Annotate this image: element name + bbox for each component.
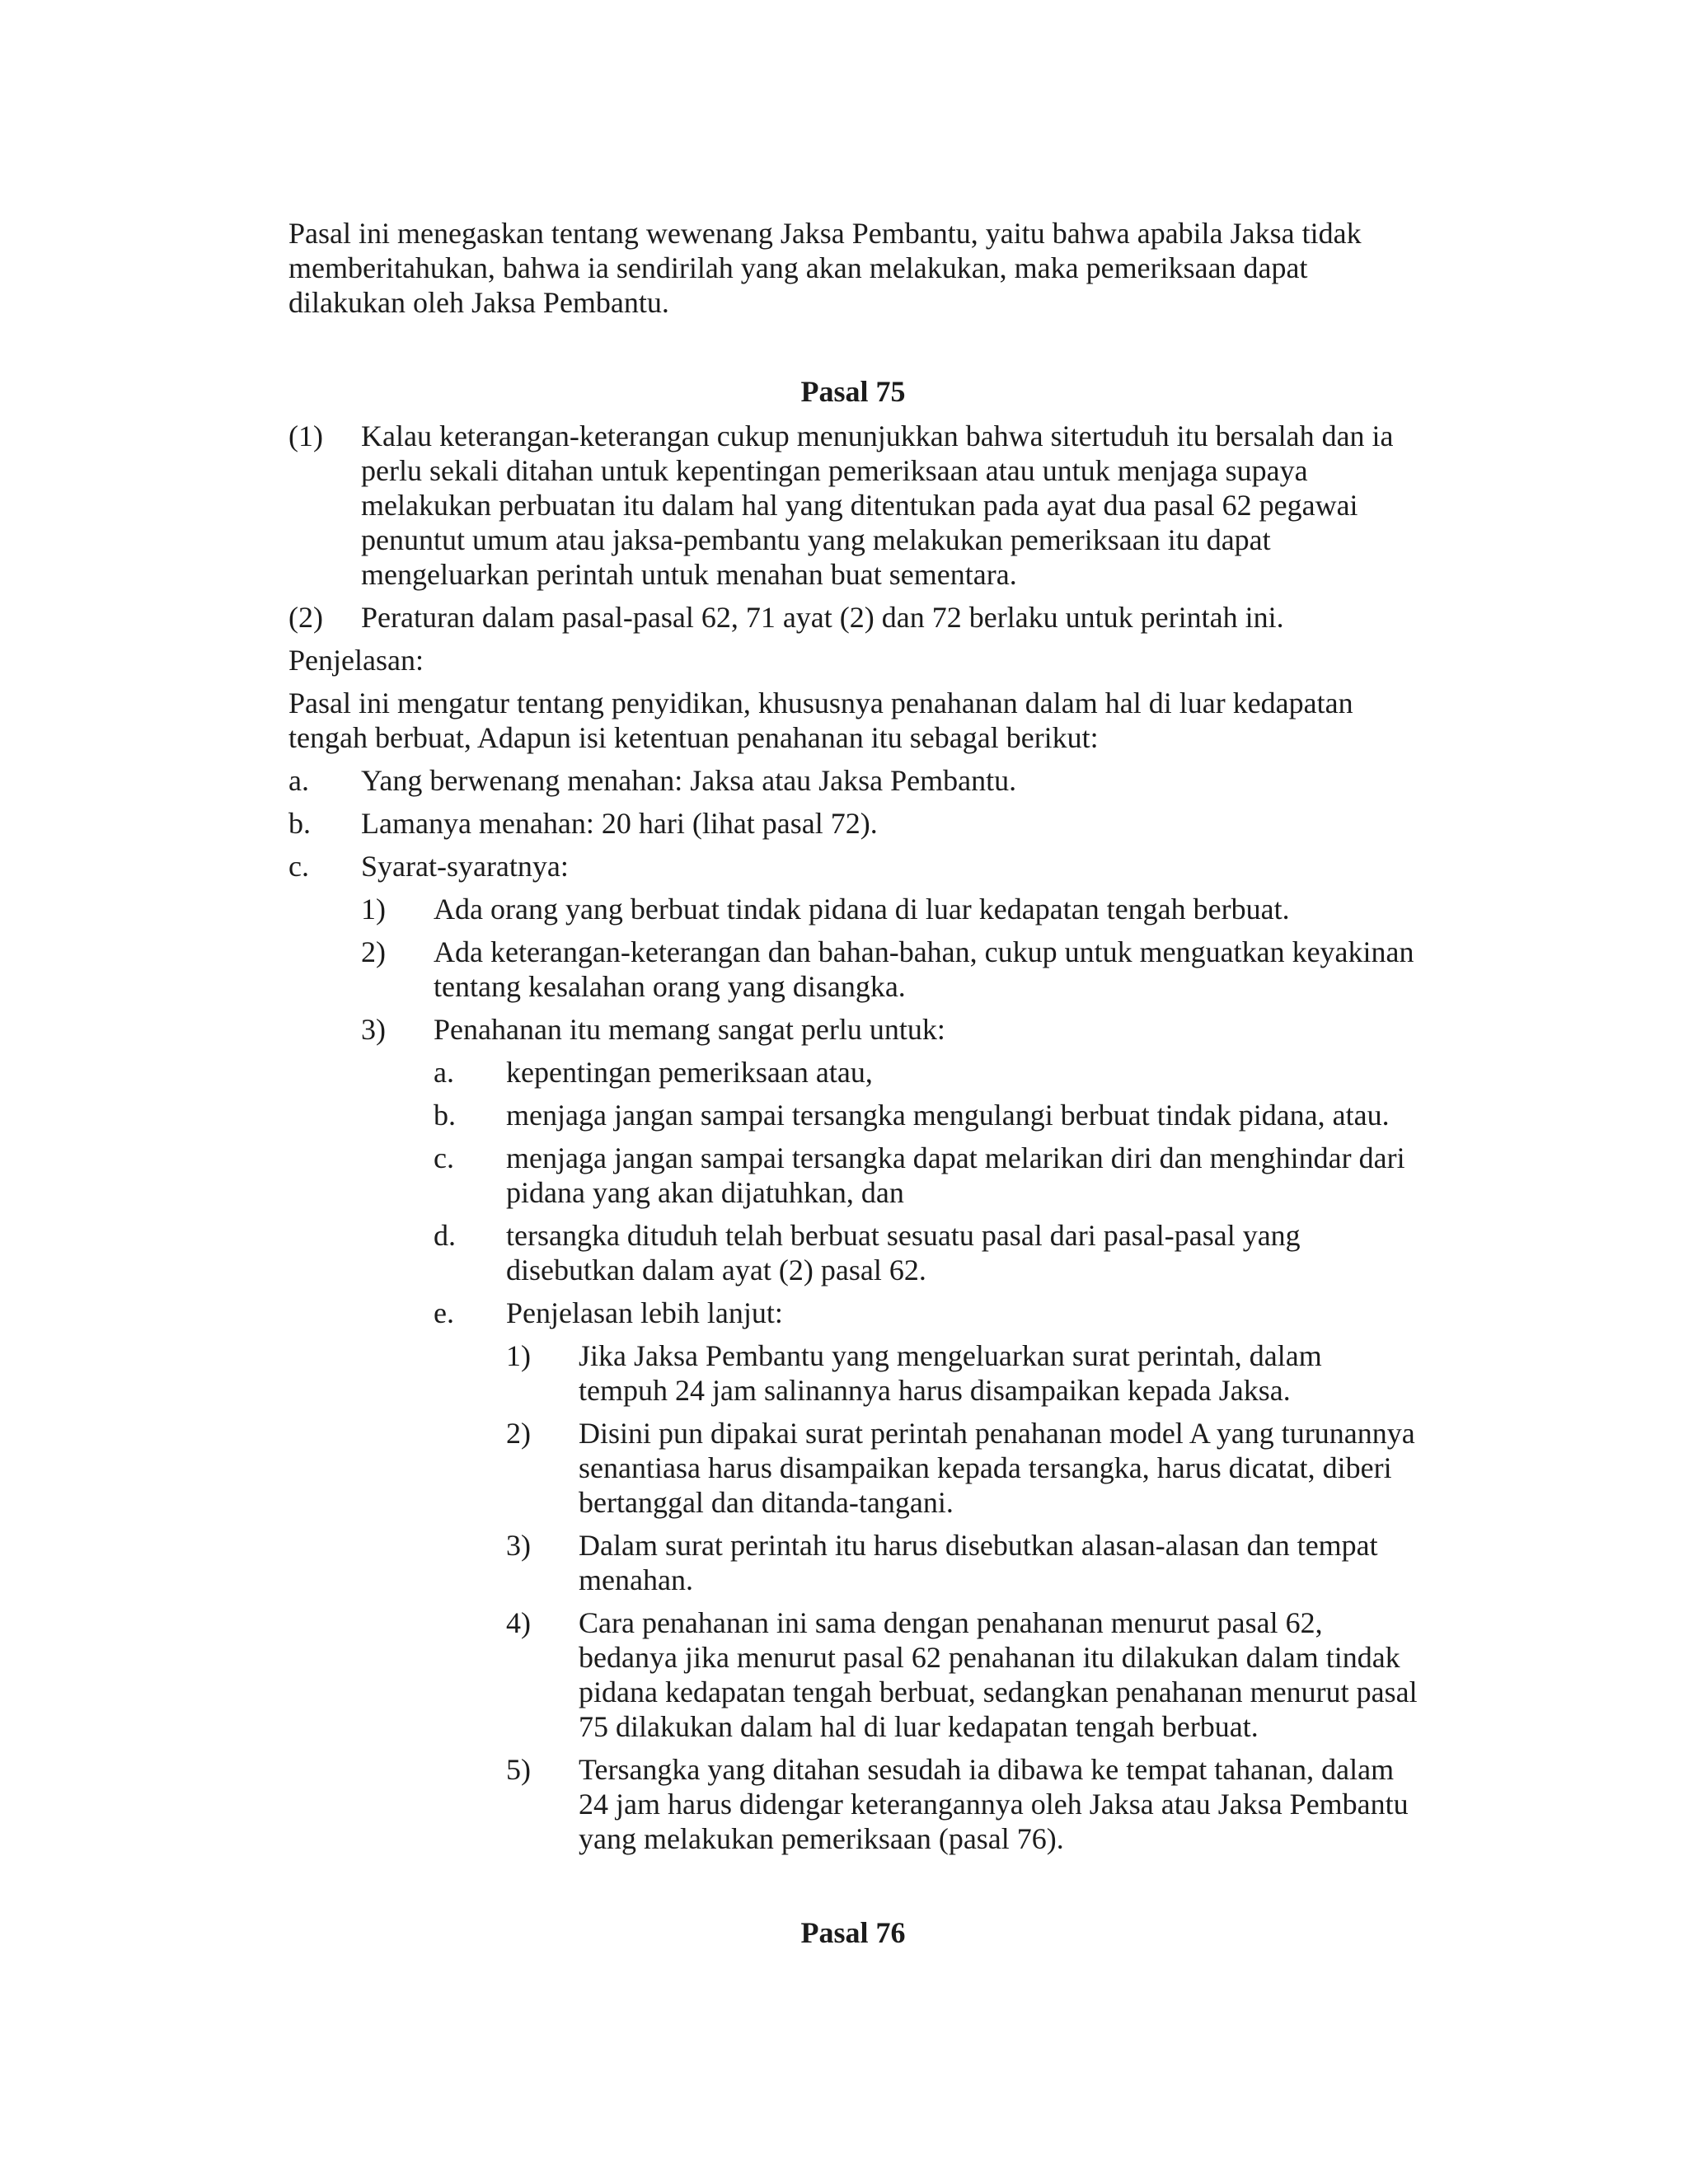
- list-text: Dalam surat perintah itu harus disebutkan alasan-alasan dan tempat menahan.: [579, 1529, 1378, 1596]
- list-marker: 2): [361, 935, 386, 968]
- list-marker: c.: [434, 1141, 454, 1174]
- lanjut-item-4: [506, 1605, 1418, 1744]
- list-text: Jika Jaksa Pembantu yang mengeluarkan surat perintah, dalam tempuh 24 jam salinannya harus disampaikan kepada Jaksa.: [579, 1339, 1322, 1407]
- perlu-item-d: [434, 1218, 1418, 1287]
- document-page: [288, 216, 1418, 1960]
- list-text: tersangka dituduh telah berbuat sesuatu pasal dari pasal-pasal yang disebutkan dalam ayat (2) pasal 62.: [506, 1219, 1301, 1286]
- list-marker: b.: [288, 807, 311, 840]
- intro-paragraph: Pasal ini menegaskan tentang wewenang Jaksa Pembantu, yaitu bahwa apabila Jaksa tidak memberitahukan, bahwa ia sendirilah yang akan melakukan, maka pemeriksaan dapat dilakukan oleh Jaksa Pembantu.: [288, 217, 1362, 319]
- perlu-item-a: [434, 1055, 1418, 1090]
- list-marker: 3): [506, 1529, 531, 1562]
- penjelasan-label: Penjelasan:: [288, 644, 424, 677]
- list-text: Ada keterangan-keterangan dan bahan-bahan, cukup untuk menguatkan keyakinan tentang kesalahan orang yang disangka.: [434, 935, 1414, 1003]
- list-item-c: [288, 849, 1418, 883]
- list-item-a: [288, 763, 1418, 798]
- list-marker: 4): [506, 1606, 531, 1639]
- lanjut-item-2: [506, 1416, 1418, 1520]
- syarat-item-1: [361, 892, 1418, 926]
- list-text: Ada orang yang berbuat tindak pidana di luar kedapatan tengah berbuat.: [434, 893, 1290, 926]
- perlu-item-b: [434, 1098, 1418, 1132]
- list-marker: a.: [434, 1056, 454, 1089]
- pasal-75-heading: Pasal 75: [800, 375, 906, 408]
- list-marker: a.: [288, 764, 309, 797]
- list-text: kepentingan pemeriksaan atau,: [506, 1056, 873, 1089]
- ayat-marker: (2): [288, 601, 323, 634]
- list-marker: e.: [434, 1296, 454, 1329]
- list-marker: c.: [288, 850, 309, 883]
- list-text: Yang berwenang menahan: Jaksa atau Jaksa Pembantu.: [361, 764, 1017, 797]
- syarat-item-2: [361, 935, 1418, 1004]
- list-marker: 2): [506, 1417, 531, 1450]
- list-marker: d.: [434, 1219, 456, 1252]
- lanjut-item-3: [506, 1528, 1418, 1597]
- list-text: Syarat-syaratnya:: [361, 850, 569, 883]
- penjelasan-text: Pasal ini mengatur tentang penyidikan, khususnya penahanan dalam hal di luar kedapatan tengah berbuat, Adapun isi ketentuan penahanan itu sebagal berikut:: [288, 687, 1353, 754]
- list-text: Penjelasan lebih lanjut:: [506, 1296, 783, 1329]
- ayat-text: Kalau keterangan-keterangan cukup menunjukkan bahwa sitertuduh itu bersalah dan ia perlu sekali ditahan untuk kepentingan pemeriksaan atau untuk menjaga supaya melakukan perbuatan itu dalam hal yang ditentukan pada ayat dua pasal 62 pegawai penuntut umum atau jaksa-pembantu yang melakukan pemeriksaan itu dapat mengeluarkan perintah untuk menahan buat sementara.: [361, 419, 1394, 591]
- list-marker: b.: [434, 1099, 456, 1132]
- ayat-text: Peraturan dalam pasal-pasal 62, 71 ayat (2) dan 72 berlaku untuk perintah ini.: [361, 601, 1284, 634]
- syarat-item-3: [361, 1012, 1418, 1047]
- ayat-2: [288, 600, 1418, 635]
- ayat-1: [288, 419, 1418, 592]
- perlu-item-c: [434, 1141, 1418, 1210]
- list-marker: 1): [506, 1339, 531, 1372]
- ayat-marker: (1): [288, 419, 323, 452]
- list-text: menjaga jangan sampai tersangka dapat melarikan diri dan menghindar dari pidana yang akan dijatuhkan, dan: [506, 1141, 1405, 1209]
- list-marker: 1): [361, 893, 386, 926]
- list-text: menjaga jangan sampai tersangka mengulangi berbuat tindak pidana, atau.: [506, 1099, 1390, 1132]
- perlu-item-e: [434, 1296, 1418, 1330]
- lanjut-item-1: [506, 1338, 1418, 1408]
- list-text: Disini pun dipakai surat perintah penahanan model A yang turunannya senantiasa harus disampaikan kepada tersangka, harus dicatat, diberi bertanggal dan ditanda-tangani.: [579, 1417, 1415, 1519]
- pasal-76-heading: Pasal 76: [800, 1916, 906, 1949]
- list-text: Lamanya menahan: 20 hari (lihat pasal 72).: [361, 807, 878, 840]
- list-text: Penahanan itu memang sangat perlu untuk:: [434, 1013, 945, 1046]
- list-marker: 3): [361, 1013, 386, 1046]
- list-text: Tersangka yang ditahan sesudah ia dibawa ke tempat tahanan, dalam 24 jam harus didengar keterangannya oleh Jaksa atau Jaksa Pembantu yang melakukan pemeriksaan (pasal 76).: [579, 1753, 1409, 1855]
- list-marker: 5): [506, 1753, 531, 1786]
- list-item-b: [288, 806, 1418, 841]
- list-text: Cara penahanan ini sama dengan penahanan menurut pasal 62, bedanya jika menurut pasal 62 penahanan itu dilakukan dalam tindak pidana kedapatan tengah berbuat, sedangkan penahanan menurut pasal 75 dilakukan dalam hal di luar kedapatan tengah berbuat.: [579, 1606, 1418, 1743]
- lanjut-item-5: [506, 1752, 1418, 1856]
